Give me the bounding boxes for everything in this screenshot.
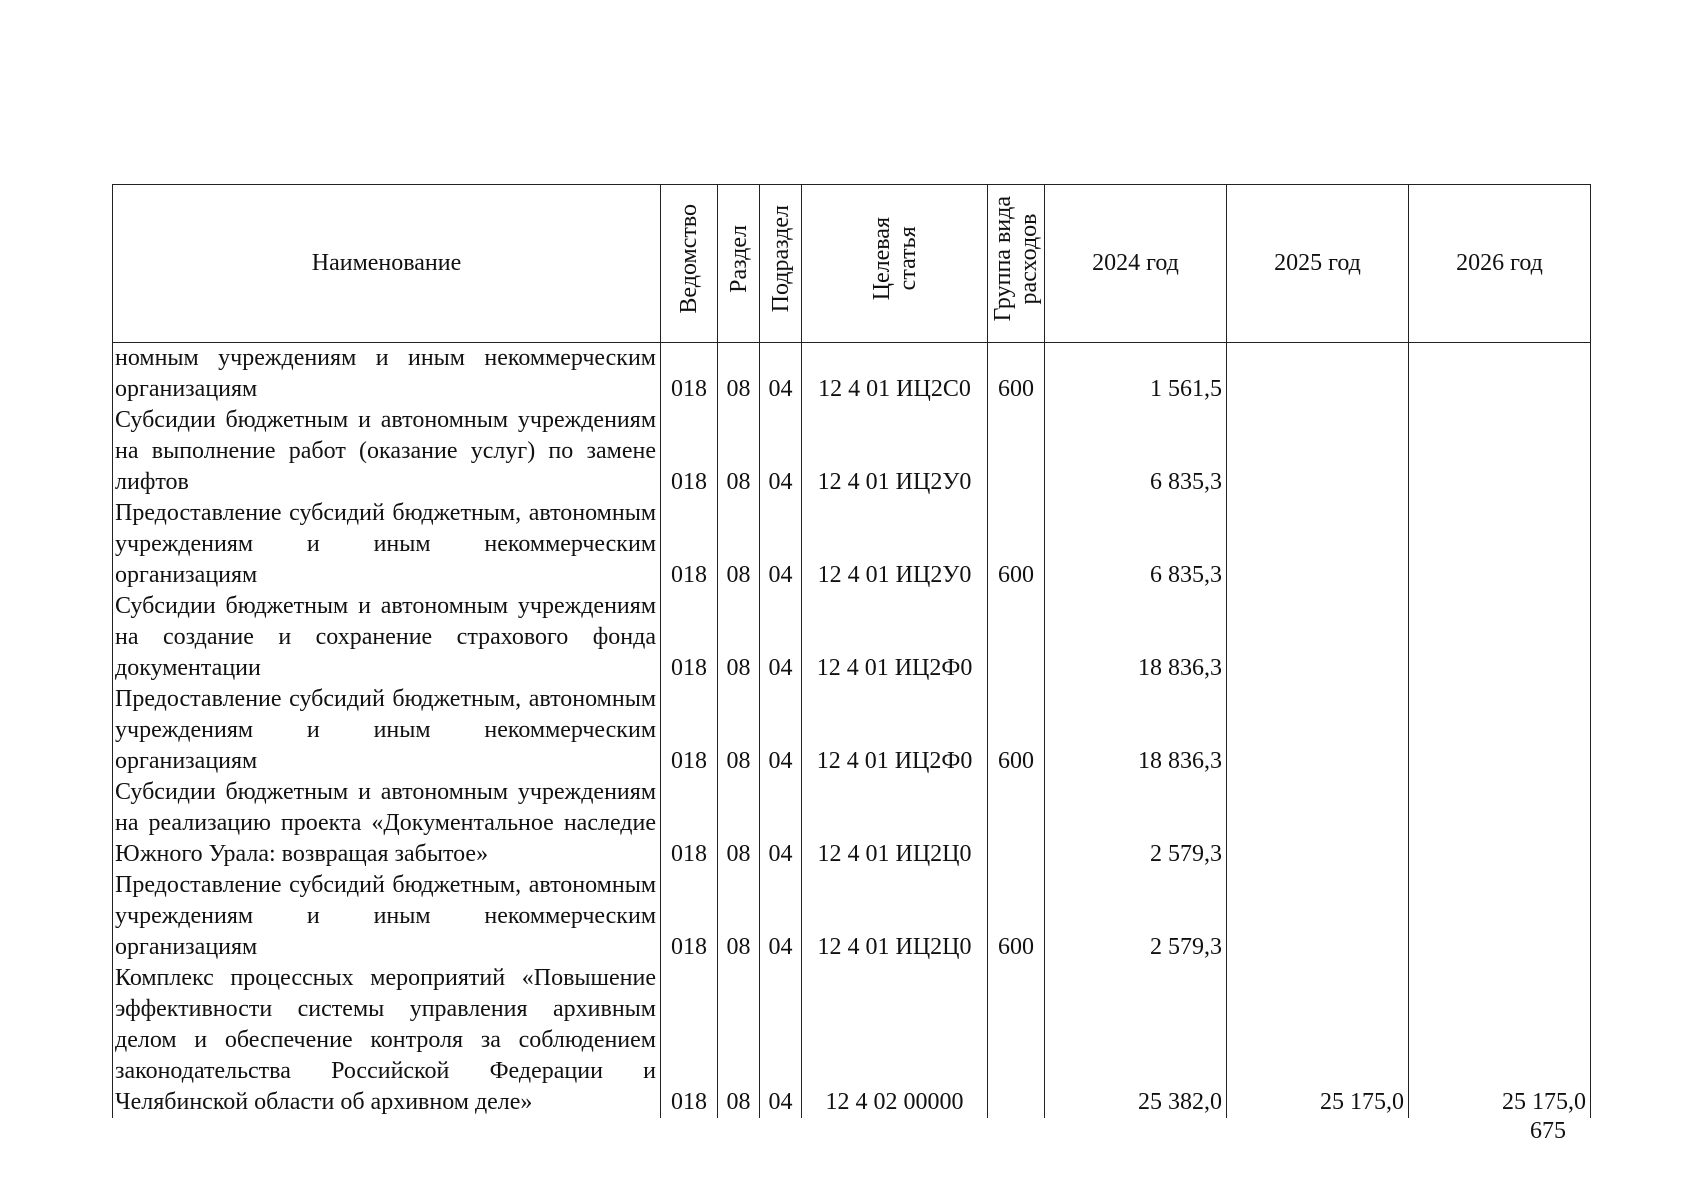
cell-gruppa — [988, 405, 1045, 498]
cell-vedomstvo: 018 — [661, 498, 718, 591]
cell-2026 — [1409, 591, 1591, 684]
cell-razdel: 08 — [718, 870, 760, 963]
cell-2026 — [1409, 777, 1591, 870]
cell-name: Субсидии бюджетным и автономным учреждениям на создание и сохранение страхового фонда документации — [113, 591, 661, 684]
cell-razdel: 08 — [718, 963, 760, 1118]
cell-celevaya: 12 4 01 ИЦ2Ф0 — [802, 684, 988, 777]
cell-gruppa: 600 — [988, 343, 1045, 406]
cell-2026 — [1409, 405, 1591, 498]
table-row — [113, 963, 1591, 1118]
header-razdel: Раздел — [718, 185, 760, 343]
cell-podrazdel: 04 — [760, 591, 802, 684]
cell-2024: 6 835,3 — [1045, 405, 1227, 498]
cell-razdel: 08 — [718, 684, 760, 777]
cell-vedomstvo: 018 — [661, 405, 718, 498]
cell-gruppa — [988, 777, 1045, 870]
cell-podrazdel: 04 — [760, 963, 802, 1118]
cell-vedomstvo: 018 — [661, 870, 718, 963]
cell-podrazdel: 04 — [760, 498, 802, 591]
header-podrazdel: Подраздел — [760, 185, 802, 343]
cell-2024: 2 579,3 — [1045, 777, 1227, 870]
cell-2024: 18 836,3 — [1045, 684, 1227, 777]
cell-2026 — [1409, 870, 1591, 963]
header-row — [113, 185, 1591, 343]
cell-gruppa: 600 — [988, 870, 1045, 963]
cell-name: Субсидии бюджетным и автономным учреждениям на реализацию проекта «Документальное наследие Южного Урала: возвращая забытое» — [113, 777, 661, 870]
cell-celevaya: 12 4 01 ИЦ2С0 — [802, 343, 988, 406]
cell-2026: 25 175,0 — [1409, 963, 1591, 1118]
cell-2024: 25 382,0 — [1045, 963, 1227, 1118]
cell-2025 — [1227, 343, 1409, 406]
table-row — [113, 591, 1591, 684]
table-row — [113, 498, 1591, 591]
cell-celevaya: 12 4 02 00000 — [802, 963, 988, 1118]
cell-2026 — [1409, 684, 1591, 777]
header-2025: 2025 год — [1227, 185, 1409, 343]
cell-podrazdel: 04 — [760, 684, 802, 777]
cell-vedomstvo: 018 — [661, 963, 718, 1118]
header-name: Наименование — [113, 185, 661, 343]
cell-podrazdel: 04 — [760, 343, 802, 406]
cell-razdel: 08 — [718, 777, 760, 870]
table-row — [113, 684, 1591, 777]
cell-celevaya: 12 4 01 ИЦ2Ф0 — [802, 591, 988, 684]
cell-2024: 2 579,3 — [1045, 870, 1227, 963]
cell-vedomstvo: 018 — [661, 777, 718, 870]
cell-name: Предоставление субсидий бюджетным, автономным учреждениям и иным некоммерческим организациям — [113, 870, 661, 963]
cell-name: Предоставление субсидий бюджетным, автономным учреждениям и иным некоммерческим организациям — [113, 498, 661, 591]
cell-name: Субсидии бюджетным и автономным учреждениям на выполнение работ (оказание услуг) по замене лифтов — [113, 405, 661, 498]
header-celevaya: Целевая статья — [802, 185, 988, 343]
table-row — [113, 777, 1591, 870]
cell-razdel: 08 — [718, 591, 760, 684]
cell-2025 — [1227, 684, 1409, 777]
cell-2025 — [1227, 591, 1409, 684]
cell-vedomstvo: 018 — [661, 343, 718, 406]
cell-2025: 25 175,0 — [1227, 963, 1409, 1118]
cell-razdel: 08 — [718, 498, 760, 591]
cell-gruppa: 600 — [988, 498, 1045, 591]
cell-2025 — [1227, 405, 1409, 498]
cell-2026 — [1409, 343, 1591, 406]
cell-2024: 18 836,3 — [1045, 591, 1227, 684]
cell-celevaya: 12 4 01 ИЦ2У0 — [802, 498, 988, 591]
cell-2025 — [1227, 870, 1409, 963]
header-2024: 2024 год — [1045, 185, 1227, 343]
header-gruppa: Группа вида расходов — [988, 185, 1045, 343]
cell-2026 — [1409, 498, 1591, 591]
cell-vedomstvo: 018 — [661, 684, 718, 777]
cell-2025 — [1227, 498, 1409, 591]
cell-celevaya: 12 4 01 ИЦ2Ц0 — [802, 777, 988, 870]
cell-2024: 1 561,5 — [1045, 343, 1227, 406]
header-2026: 2026 год — [1409, 185, 1591, 343]
cell-gruppa — [988, 591, 1045, 684]
cell-podrazdel: 04 — [760, 405, 802, 498]
table-row — [113, 870, 1591, 963]
cell-razdel: 08 — [718, 405, 760, 498]
table-row — [113, 343, 1591, 406]
cell-name: Комплекс процессных мероприятий «Повышение эффективности системы управления архивным делом и обеспечение контроля за соблюдением законодательства Российской Федерации и Челябинской области об архивном деле» — [113, 963, 661, 1118]
cell-razdel: 08 — [718, 343, 760, 406]
cell-podrazdel: 04 — [760, 777, 802, 870]
budget-table — [112, 184, 1591, 1118]
table-row — [113, 405, 1591, 498]
cell-celevaya: 12 4 01 ИЦ2Ц0 — [802, 870, 988, 963]
cell-name: Предоставление субсидий бюджетным, автономным учреждениям и иным некоммерческим организациям — [113, 684, 661, 777]
cell-gruppa — [988, 963, 1045, 1118]
page-number: 675 — [1530, 1118, 1566, 1144]
cell-2024: 6 835,3 — [1045, 498, 1227, 591]
cell-vedomstvo: 018 — [661, 591, 718, 684]
cell-podrazdel: 04 — [760, 870, 802, 963]
cell-celevaya: 12 4 01 ИЦ2У0 — [802, 405, 988, 498]
header-vedomstvo: Ведомство — [661, 185, 718, 343]
cell-2025 — [1227, 777, 1409, 870]
cell-gruppa: 600 — [988, 684, 1045, 777]
cell-name: номным учреждениям и иным некоммерческим организациям — [113, 343, 661, 406]
